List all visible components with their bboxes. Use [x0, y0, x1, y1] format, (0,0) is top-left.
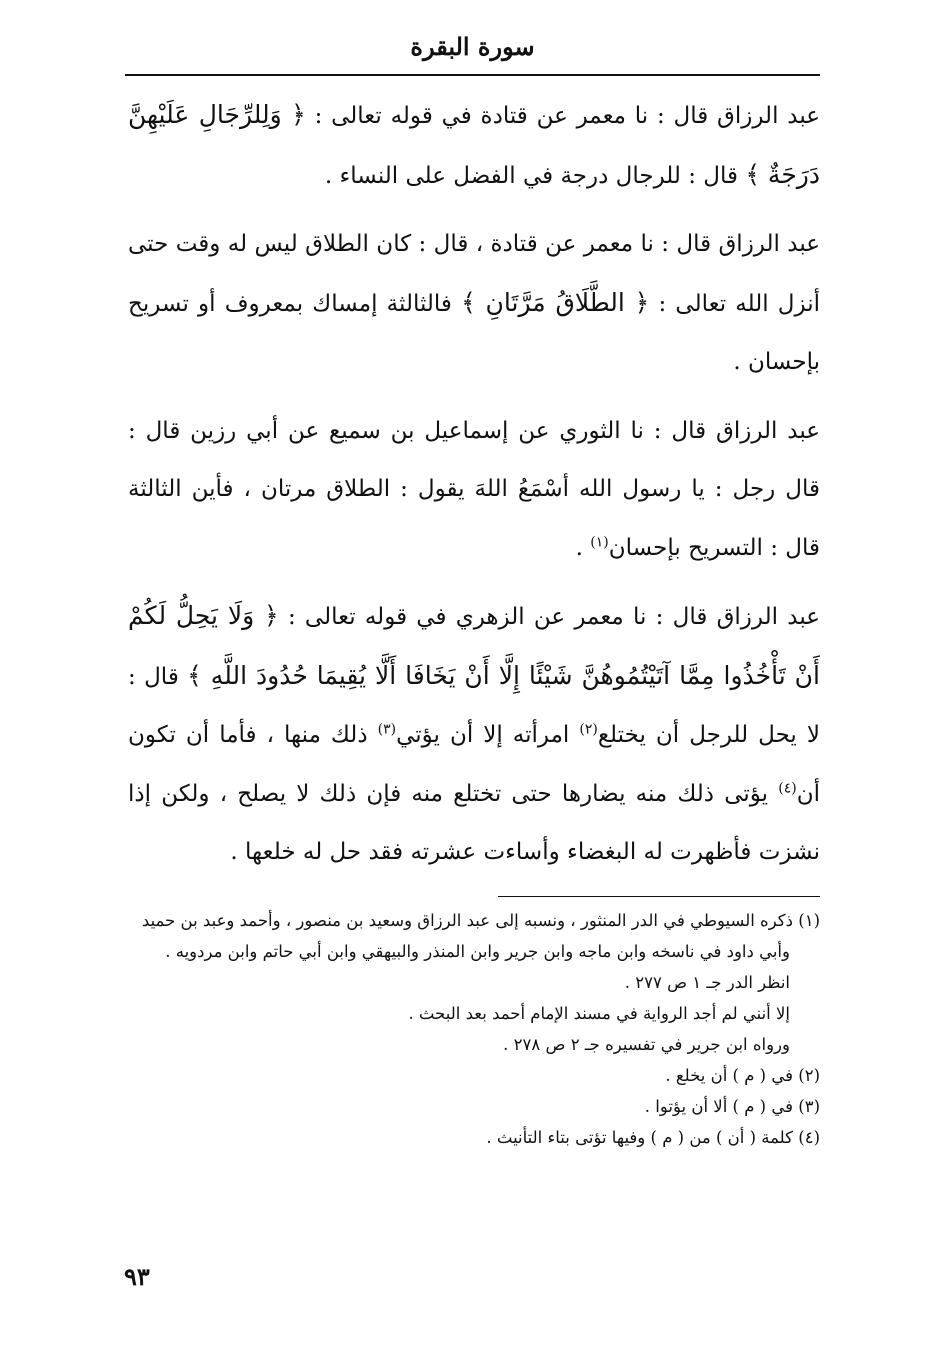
footnote-ref[interactable]: (٢) [579, 721, 598, 738]
footnote-divider [498, 896, 820, 897]
footnote-1-continued: انظر الدر جـ ١ ص ٢٧٧ . [624, 973, 790, 992]
paragraph-text: عبد الرزاق قال : نا معمر عن الزهري في قوله تعالى : [278, 604, 820, 630]
paragraph-text: قال : للرجال درجة في الفضل على النساء . [324, 162, 746, 189]
main-text [128, 86, 820, 892]
paragraph-text: عبد الرزاق قال : نا معمر عن قتادة في قوله تعالى : [305, 103, 820, 129]
quran-verse: ﴿ الطَّلَاقُ مَرَّتَانِ ﴾ [461, 287, 650, 317]
paragraph-1 [128, 86, 820, 205]
footnote-4: (٤) كلمة ( أن ) من ( م ) وفيها تؤتى بتاء التأنيث . [486, 1128, 820, 1147]
page-title: سورة البقرة [410, 32, 535, 61]
quran-verse: ﴿ وَلَا يَحِلُّ لَكُمْ أَنْ تَأْخُذُوا مِمَّا آتَيْتُمُوهُنَّ شَيْئًا إِلَّا أَنْ يَخَافَا أَلَّا يُقِيمَا حُدُودَ اللَّهِ ﴾ [128, 601, 820, 690]
paragraph-text: فالثالثة إمساك بمعروف أو تسريح بإحسان . [128, 290, 820, 375]
footnote-1: (١) ذكره السيوطي في الدر المنثور ، ونسبه إلى عبد الرزاق وسعيد بن منصور ، وأحمد وعبد بن حميد [141, 911, 820, 930]
footnote-ref[interactable]: (٣) [377, 721, 397, 738]
paragraph-text: عبد الرزاق قال : نا الثوري عن إسماعيل بن سميع عن أبي رزين قال : قال رجل : يا رسول الله أسْمَعُ اللهَ يقول : الطلاق مرتان ، فأين الثالثة قال : التسريح بإحسان [128, 417, 820, 561]
footnote-2: (٢) في ( م ) أن يخلع . [665, 1066, 820, 1085]
page-number: ٩٣ [124, 1262, 150, 1291]
paragraph-text: ذلك منها ، فأما أن تكون أن [128, 722, 820, 807]
paragraph-text: امرأته إلا أن يؤتي [396, 722, 580, 748]
footnote-1-continued: إلا أنني لم أجد الرواية في مسند الإمام أحمد بعد البحث . [408, 1004, 790, 1023]
footnote-1-continued: ورواه ابن جرير في تفسيره جـ ٢ ص ٢٧٨ . [503, 1035, 790, 1054]
paragraph-text: قال : لا يحل للرجل أن يختلع [128, 663, 820, 748]
paragraph-3 [128, 402, 820, 578]
footnote-3: (٣) في ( م ) ألا أن يؤتوا . [644, 1097, 820, 1116]
footnote-ref[interactable]: (٤) [778, 779, 797, 796]
footnote-ref[interactable]: (١) [590, 533, 609, 550]
paragraph-text: عبد الرزاق قال : نا معمر عن قتادة ، قال : كان الطلاق ليس له وقت حتى أنزل الله تعالى : [128, 231, 820, 317]
header-divider [125, 74, 820, 76]
paragraph-4 [128, 587, 820, 882]
footnotes [128, 905, 820, 1153]
quran-verse: ﴿ وَلِلرِّجَالِ عَلَيْهِنَّ دَرَجَةٌ ﴾ [128, 100, 820, 189]
footnote-1-continued: وأبي داود في ناسخه وابن ماجه وابن جرير وابن المنذر والبيهقي وابن أبي حاتم وابن مردويه . [165, 942, 790, 961]
paragraph-2 [128, 215, 820, 392]
paragraph-text: . [575, 534, 591, 561]
paragraph-text: يؤتى ذلك منه يضارها حتى تختلع منه فإن ذلك لا يصلح ، ولكن إذا نشزت فأظهرت له البغضاء وأساءت عشرته فقد حل له خلعها . [128, 780, 820, 865]
